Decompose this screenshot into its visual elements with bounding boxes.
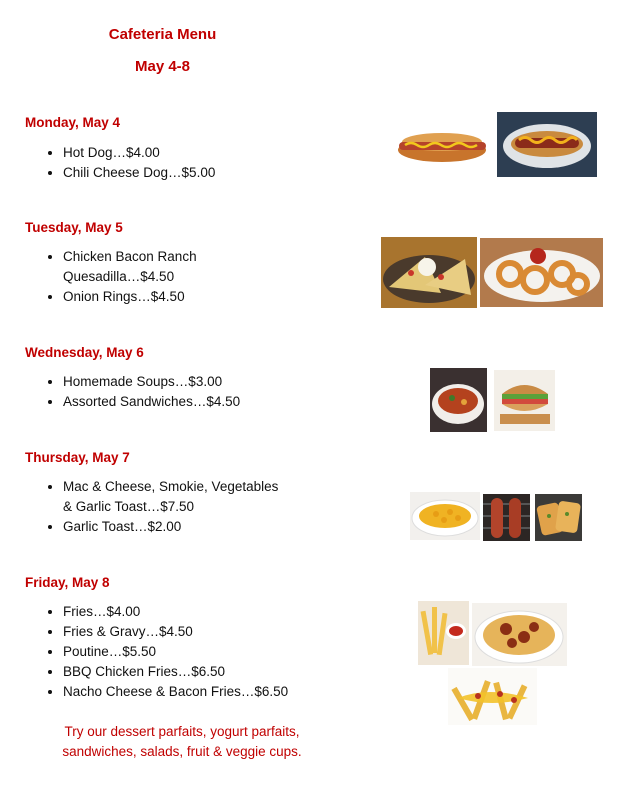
list-item: • Fries & Gravy…$4.50	[63, 622, 315, 642]
bbq-chicken-fries-photo	[472, 603, 567, 666]
list-item: • Mac & Cheese, Smokie, Vegetables & Garlic Toast…$7.50	[63, 477, 291, 517]
list-item: • Onion Rings…$4.50	[63, 287, 315, 307]
day-heading-friday: Friday, May 8	[25, 575, 110, 590]
fries-photo	[418, 601, 469, 665]
menu-list-friday	[25, 602, 315, 702]
day-heading-wednesday: Wednesday, May 6	[25, 345, 144, 360]
list-item: • BBQ Chicken Fries…$6.50	[63, 662, 315, 682]
quesadilla-photo	[381, 237, 477, 308]
garlic-toast-photo	[535, 494, 582, 541]
menu-title: Cafeteria Menu	[108, 26, 217, 43]
hot-dog-photo	[395, 120, 490, 170]
list-item: • Nacho Cheese & Bacon Fries…$6.50	[63, 682, 315, 702]
list-item: • Chicken Bacon Ranch Quesadilla…$4.50	[63, 247, 213, 287]
list-item: • Hot Dog…$4.00	[63, 143, 315, 163]
soup-photo	[430, 368, 487, 432]
nacho-cheese-bacon-fries-photo	[448, 668, 537, 725]
chili-cheese-dog-photo	[497, 112, 597, 177]
list-item: • Homemade Soups…$3.00	[63, 372, 315, 392]
smokie-photo	[483, 494, 530, 541]
day-heading-monday: Monday, May 4	[25, 115, 121, 130]
mac-and-cheese-photo	[410, 492, 480, 540]
menu-list-thursday	[25, 477, 315, 537]
menu-list-tuesday	[25, 247, 315, 307]
list-item: • Garlic Toast…$2.00	[63, 517, 315, 537]
list-item: • Chili Cheese Dog…$5.00	[63, 163, 315, 183]
day-heading-thursday: Thursday, May 7	[25, 450, 130, 465]
menu-dates: May 4-8	[134, 58, 191, 75]
sandwich-photo	[494, 370, 555, 431]
dessert-note: Try our dessert parfaits, yogurt parfaits, sandwiches, salads, fruit & veggie cups.	[62, 724, 302, 759]
day-heading-tuesday: Tuesday, May 5	[25, 220, 123, 235]
onion-rings-photo	[480, 238, 603, 307]
list-item: • Fries…$4.00	[63, 602, 315, 622]
menu-list-monday	[25, 143, 315, 183]
list-item: • Poutine…$5.50	[63, 642, 315, 662]
menu-list-wednesday	[25, 372, 315, 412]
list-item: • Assorted Sandwiches…$4.50	[63, 392, 315, 412]
